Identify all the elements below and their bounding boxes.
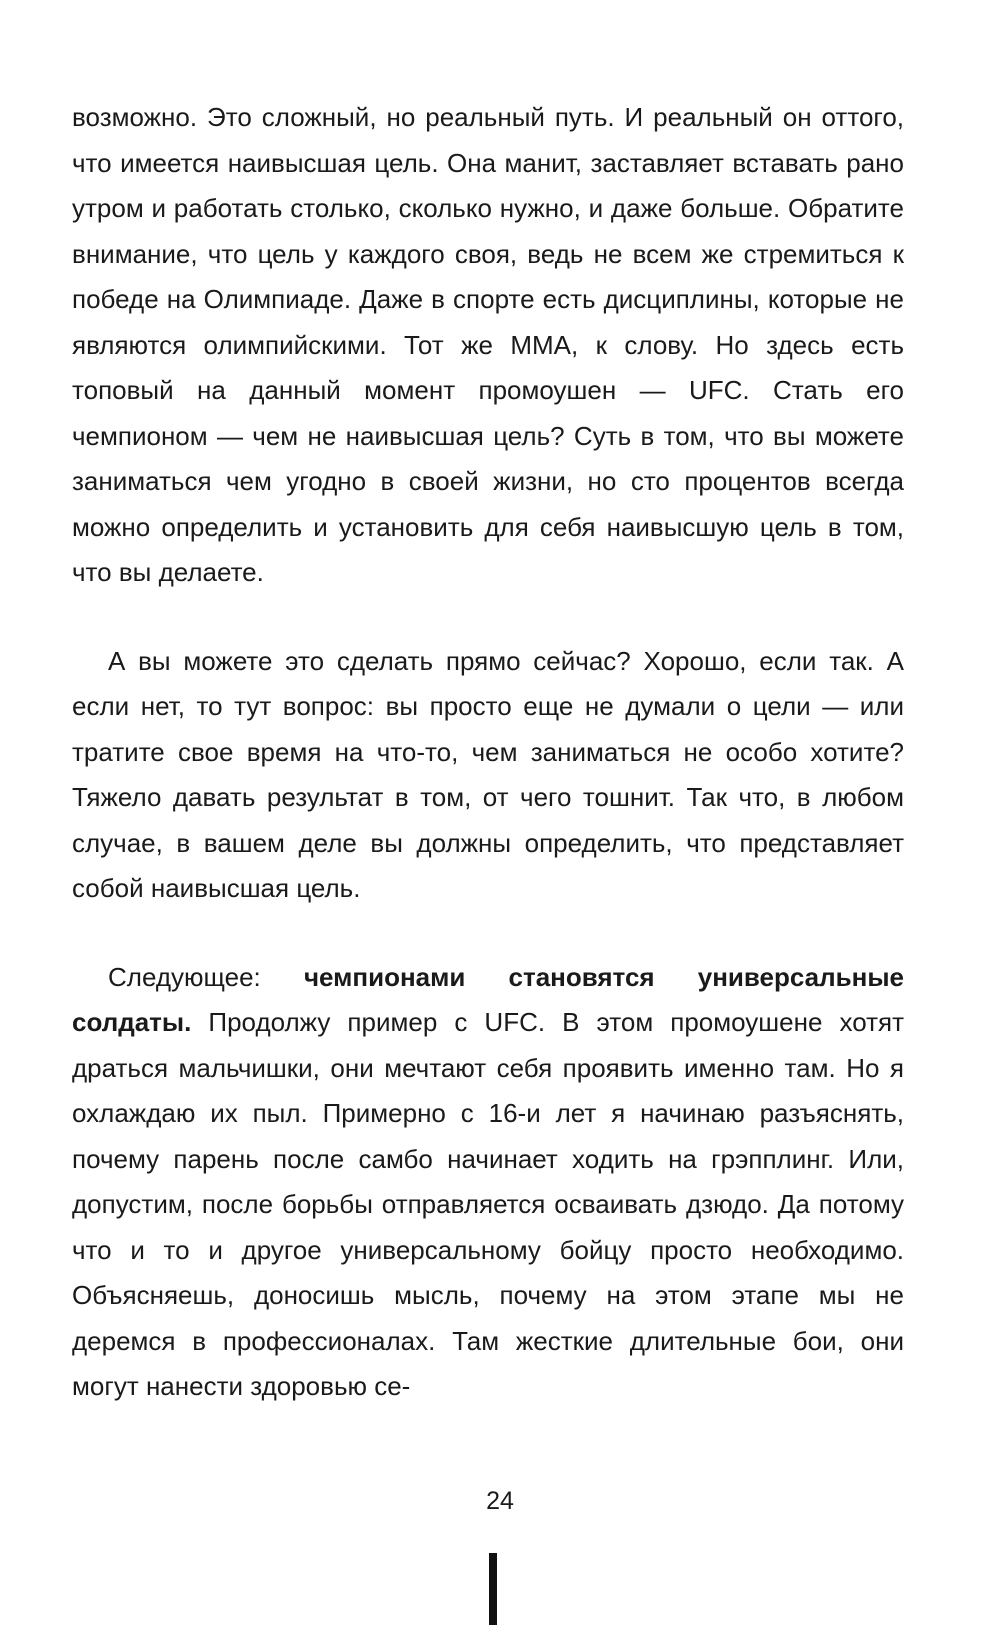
paragraph-body: Продолжу пример с UFC. В этом промоушене хотят драться мальчишки, они мечтают себя проявить именно там. Но я охлаждаю их пыл. Примерно с 16-и лет я начинаю разъяснять, почему парень после самбо начинает ходить на грэпплинг. Или, допустим, после борьбы отправляется осваивать дзюдо. Да потому что и то и другое универсальному бойцу просто необходимо. Объясняешь, доносишь мысль, почему на этом этапе мы не деремся в профессионалах. Там жесткие длительные бои, они могут нанести здоровью се- xyxy=(72,1007,904,1401)
page-body xyxy=(72,95,904,1410)
page-edge-marker xyxy=(489,1553,497,1625)
page-number: 24 xyxy=(486,1487,514,1515)
paragraph-lead: Следующее: xyxy=(108,961,304,992)
paragraph-universal-soldiers xyxy=(72,955,904,1410)
paragraph-goal-question: А вы можете это сделать прямо сейчас? Хорошо, если так. А если нет, то тут вопрос: вы просто еще не думали о цели — или тратите свое время на что-то, чем заниматься не особо хотите? Тяжело давать результат в том, от чего тошнит. Так что, в любом случае, в вашем деле вы должны определить, что представляет собой наивысшая цель. xyxy=(72,645,904,903)
paragraph-continued: возможно. Это сложный, но реальный путь. И реальный он оттого, что имеется наивысшая цель. Она манит, заставляет вставать рано утром и работать столько, сколько нужно, и даже больше. Обратите внимание, что цель у каждого своя, ведь не всем же стремиться к победе на Олимпиаде. Даже в спорте есть дисциплины, которые не являются олимпийскими. Тот же ММА, к слову. Но здесь есть топовый на данный момент промоушен — UFC. Стать его чемпионом — чем не наивысшая цель? Суть в том, что вы можете заниматься чем угодно в своей жизни, но сто процентов всегда можно определить и установить для себя наивысшую цель в том, что вы делаете. xyxy=(72,102,904,587)
bold-thesis: чемпионами становятся универсальные солдаты. xyxy=(72,961,904,1037)
